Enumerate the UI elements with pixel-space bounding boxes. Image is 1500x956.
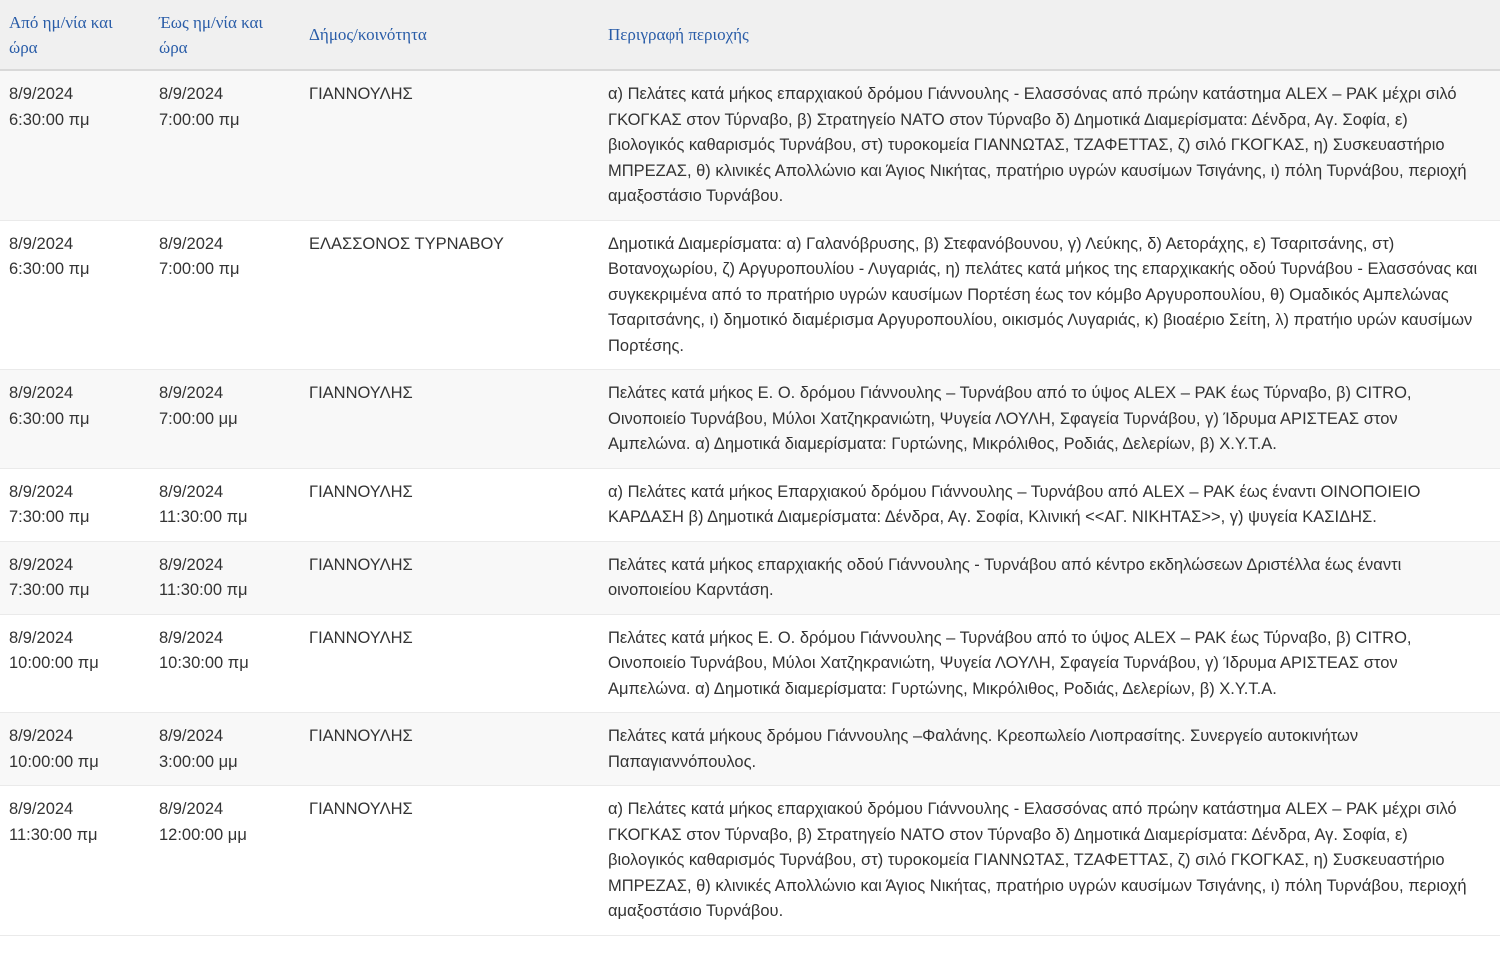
to-date: 8/9/2024 — [159, 234, 224, 253]
table-row — [0, 541, 1500, 614]
description-cell: Πελάτες κατά μήκος επαρχιακής οδού Γιάννουλης - Τυρνάβου από κέντρο εκδηλώσεων Δριστέλλα έως έναντι οινοποιείου Καρντάση. — [599, 541, 1500, 614]
from-date: 8/9/2024 — [9, 800, 74, 818]
municipality-cell: ΓΙΑΝΝΟΥΛΗΣ — [300, 614, 599, 713]
header-municipality: Δήμος/κοινότητα — [300, 0, 599, 70]
header-to: Έως ημ/νία και ώρα — [150, 0, 300, 70]
from-time: 6:30:00 πμ — [9, 409, 90, 428]
from-time: 7:30:00 πμ — [9, 508, 90, 526]
from-cell — [0, 220, 150, 370]
from-date: 8/9/2024 — [9, 384, 74, 402]
header-row — [0, 0, 1500, 70]
to-time: 7:00:00 πμ — [159, 110, 240, 129]
to-time: 11:30:00 πμ — [159, 508, 248, 526]
to-cell — [150, 614, 300, 713]
to-time: 10:30:00 πμ — [159, 654, 249, 672]
table-row — [0, 713, 1500, 786]
municipality-cell: ΓΙΑΝΝΟΥΛΗΣ — [300, 370, 599, 469]
to-time: 7:00:00 μμ — [159, 409, 238, 428]
header-description: Περιγραφή περιοχής — [599, 0, 1500, 70]
from-date: 8/9/2024 — [9, 555, 74, 574]
to-time: 12:00:00 μμ — [159, 825, 247, 844]
description-cell: α) Πελάτες κατά μήκος επαρχιακού δρόμου Γιάννουλης - Ελασσόνας από πρώην κατάστημα ALEX – PAK μέχρι σιλό ΓΚΟΓΚΑΣ στον Τύρναβο, β) Στρατηγείο ΝΑΤΟ στον Τύρναβο δ) Δημοτικά Διαμερίσματα: Δένδρα, Αγ. Σοφία, ε) βιολογικός καθαρισμός Τυρνάβου, στ) τυροκομεία ΓΙΑΝΝΩΤΑΣ, ΤΖΑΦΕΤΤΑΣ, ζ) σιλό ΓΚΟΓΚΑΣ, η) Συσκευαστήριο ΜΠΡΕΖΑΣ, θ) κλινικές Απολλώνιο και Άγιος Νικήτας, πρατήριο υγρών καυσίμων Τσιγάνης, ι) πόλη Τυρνάβου, περιοχή αμαξοστάσιο Τυρνάβου. — [599, 70, 1500, 220]
municipality-cell: ΓΙΑΝΝΟΥΛΗΣ — [300, 468, 599, 541]
municipality-cell: ΓΙΑΝΝΟΥΛΗΣ — [300, 70, 599, 220]
to-cell — [150, 220, 300, 370]
to-time: 11:30:00 πμ — [159, 581, 248, 599]
to-date: 8/9/2024 — [159, 482, 224, 501]
to-date: 8/9/2024 — [159, 85, 224, 103]
to-time: 3:00:00 μμ — [159, 752, 238, 771]
table-row — [0, 468, 1500, 541]
description-cell: Πελάτες κατά μήκος Ε. Ο. δρόμου Γιάννουλης – Τυρνάβου από το ύψος ALEX – PAK έως Τύρναβο, β) CITRO, Οινοποιείο Τυρνάβου, Μύλοι Χατζηκρανιώτη, Ψυγεία ΛΟΥΛΗ, Σφαγεία Τυρνάβου, γ) Ίδρυμα ΑΡΙΣΤΕΑΣ στον Αμπελώνα. α) Δημοτικά διαμερίσματα: Γυρτώνης, Μικρόλιθος, Ροδιάς, Δελερίων, β) Χ.Υ.Τ.Α. — [599, 614, 1500, 713]
description-cell: α) Πελάτες κατά μήκος Επαρχιακού δρόμου Γιάννουλης – Τυρνάβου από ALEX – PAK έως έναντι ΟΙΝΟΠΟΙΕΙΟ ΚΑΡΔΑΣΗ β) Δημοτικά Διαμερίσματα: Δένδρα, Αγ. Σοφία, Κλινική <<ΑΓ. ΝΙΚΗΤΑΣ>>, γ) ψυγεία ΚΑΣΙΔΗΣ. — [599, 468, 1500, 541]
table-row — [0, 220, 1500, 370]
municipality-cell: ΓΙΑΝΝΟΥΛΗΣ — [300, 713, 599, 786]
to-date: 8/9/2024 — [159, 628, 224, 647]
from-time: 6:30:00 πμ — [9, 110, 90, 129]
description-cell: Πελάτες κατά μήκος Ε. Ο. δρόμου Γιάννουλης – Τυρνάβου από το ύψος ALEX – PAK έως Τύρναβο, β) CITRO, Οινοποιείο Τυρνάβου, Μύλοι Χατζηκρανιώτη, Ψυγεία ΛΟΥΛΗ, Σφαγεία Τυρνάβου, γ) Ίδρυμα ΑΡΙΣΤΕΑΣ στον Αμπελώνα. α) Δημοτικά διαμερίσματα: Γυρτώνης, Μικρόλιθος, Ροδιάς, Δελερίων, β) Χ.Υ.Τ.Α. — [599, 370, 1500, 469]
from-date: 8/9/2024 — [9, 85, 74, 103]
table-row — [0, 370, 1500, 469]
from-time: 11:30:00 πμ — [9, 825, 98, 844]
to-cell — [150, 786, 300, 936]
to-date: 8/9/2024 — [159, 727, 224, 745]
to-date: 8/9/2024 — [159, 384, 224, 402]
to-cell — [150, 541, 300, 614]
from-cell — [0, 70, 150, 220]
table-row — [0, 70, 1500, 220]
municipality-cell: ΓΙΑΝΝΟΥΛΗΣ — [300, 541, 599, 614]
table-header — [0, 0, 1500, 70]
to-cell — [150, 70, 300, 220]
from-time: 10:00:00 πμ — [9, 654, 99, 672]
from-date: 8/9/2024 — [9, 628, 74, 647]
from-date: 8/9/2024 — [9, 234, 74, 253]
table-row — [0, 614, 1500, 713]
table-body — [0, 70, 1500, 935]
from-date: 8/9/2024 — [9, 482, 74, 501]
from-cell — [0, 370, 150, 469]
from-time: 6:30:00 πμ — [9, 260, 90, 278]
description-cell: α) Πελάτες κατά μήκος επαρχιακού δρόμου Γιάννουλης - Ελασσόνας από πρώην κατάστημα ALEX – PAK μέχρι σιλό ΓΚΟΓΚΑΣ στον Τύρναβο, β) Στρατηγείο ΝΑΤΟ στον Τύρναβο δ) Δημοτικά Διαμερίσματα: Δένδρα, Αγ. Σοφία, ε) βιολογικός καθαρισμός Τυρνάβου, στ) τυροκομεία ΓΙΑΝΝΩΤΑΣ, ΤΖΑΦΕΤΤΑΣ, ζ) σιλό ΓΚΟΓΚΑΣ, η) Συσκευαστήριο ΜΠΡΕΖΑΣ, θ) κλινικές Απολλώνιο και Άγιος Νικήτας, πρατήριο υγρών καυσίμων Τσιγάνης, ι) πόλη Τυρνάβου, περιοχή αμαξοστάσιο Τυρνάβου. — [599, 786, 1500, 936]
header-from: Από ημ/νία και ώρα — [0, 0, 150, 70]
to-time: 7:00:00 πμ — [159, 260, 240, 278]
municipality-cell: ΓΙΑΝΝΟΥΛΗΣ — [300, 786, 599, 936]
municipality-cell: ΕΛΑΣΣΟΝΟΣ ΤΥΡΝΑΒΟΥ — [300, 220, 599, 370]
from-time: 7:30:00 πμ — [9, 581, 90, 599]
description-cell: Δημοτικά Διαμερίσματα: α) Γαλανόβρυσης, β) Στεφανόβουνου, γ) Λεύκης, δ) Αετοράχης, ε) Τσαριτσάνης, στ) Βοτανοχωρίου, ζ) Αργυροπουλίου - Λυγαριάς, η) πελάτες κατά μήκος της επαρχικακής οδού Τυρνάβου - Ελασσόνας και συγκεκριμένα από το πρατήριο υγρών καυσίμων Πορτέση έως τον κόμβο Αργυροπουλίου, θ) Ομαδικός Αμπελώνας Τσαριτσάνης, ι) δημοτικό διαμέρισμα Αργυροπουλίου, οικισμός Λυγαριάς, κ) βιοαέριο Σείτη, λ) πρατήιο υρών καυσίμων Πορτέσης. — [599, 220, 1500, 370]
to-cell — [150, 713, 300, 786]
from-time: 10:00:00 πμ — [9, 752, 99, 771]
from-date: 8/9/2024 — [9, 727, 74, 745]
from-cell — [0, 614, 150, 713]
to-date: 8/9/2024 — [159, 800, 224, 818]
table-row — [0, 786, 1500, 936]
from-cell — [0, 468, 150, 541]
to-date: 8/9/2024 — [159, 555, 224, 574]
to-cell — [150, 370, 300, 469]
description-cell: Πελάτες κατά μήκους δρόμου Γιάννουλης –Φαλάνης. Κρεοπωλείο Λιοπρασίτης. Συνεργείο αυτοκινήτων Παπαγιαννόπουλος. — [599, 713, 1500, 786]
to-cell — [150, 468, 300, 541]
from-cell — [0, 786, 150, 936]
from-cell — [0, 541, 150, 614]
from-cell — [0, 713, 150, 786]
